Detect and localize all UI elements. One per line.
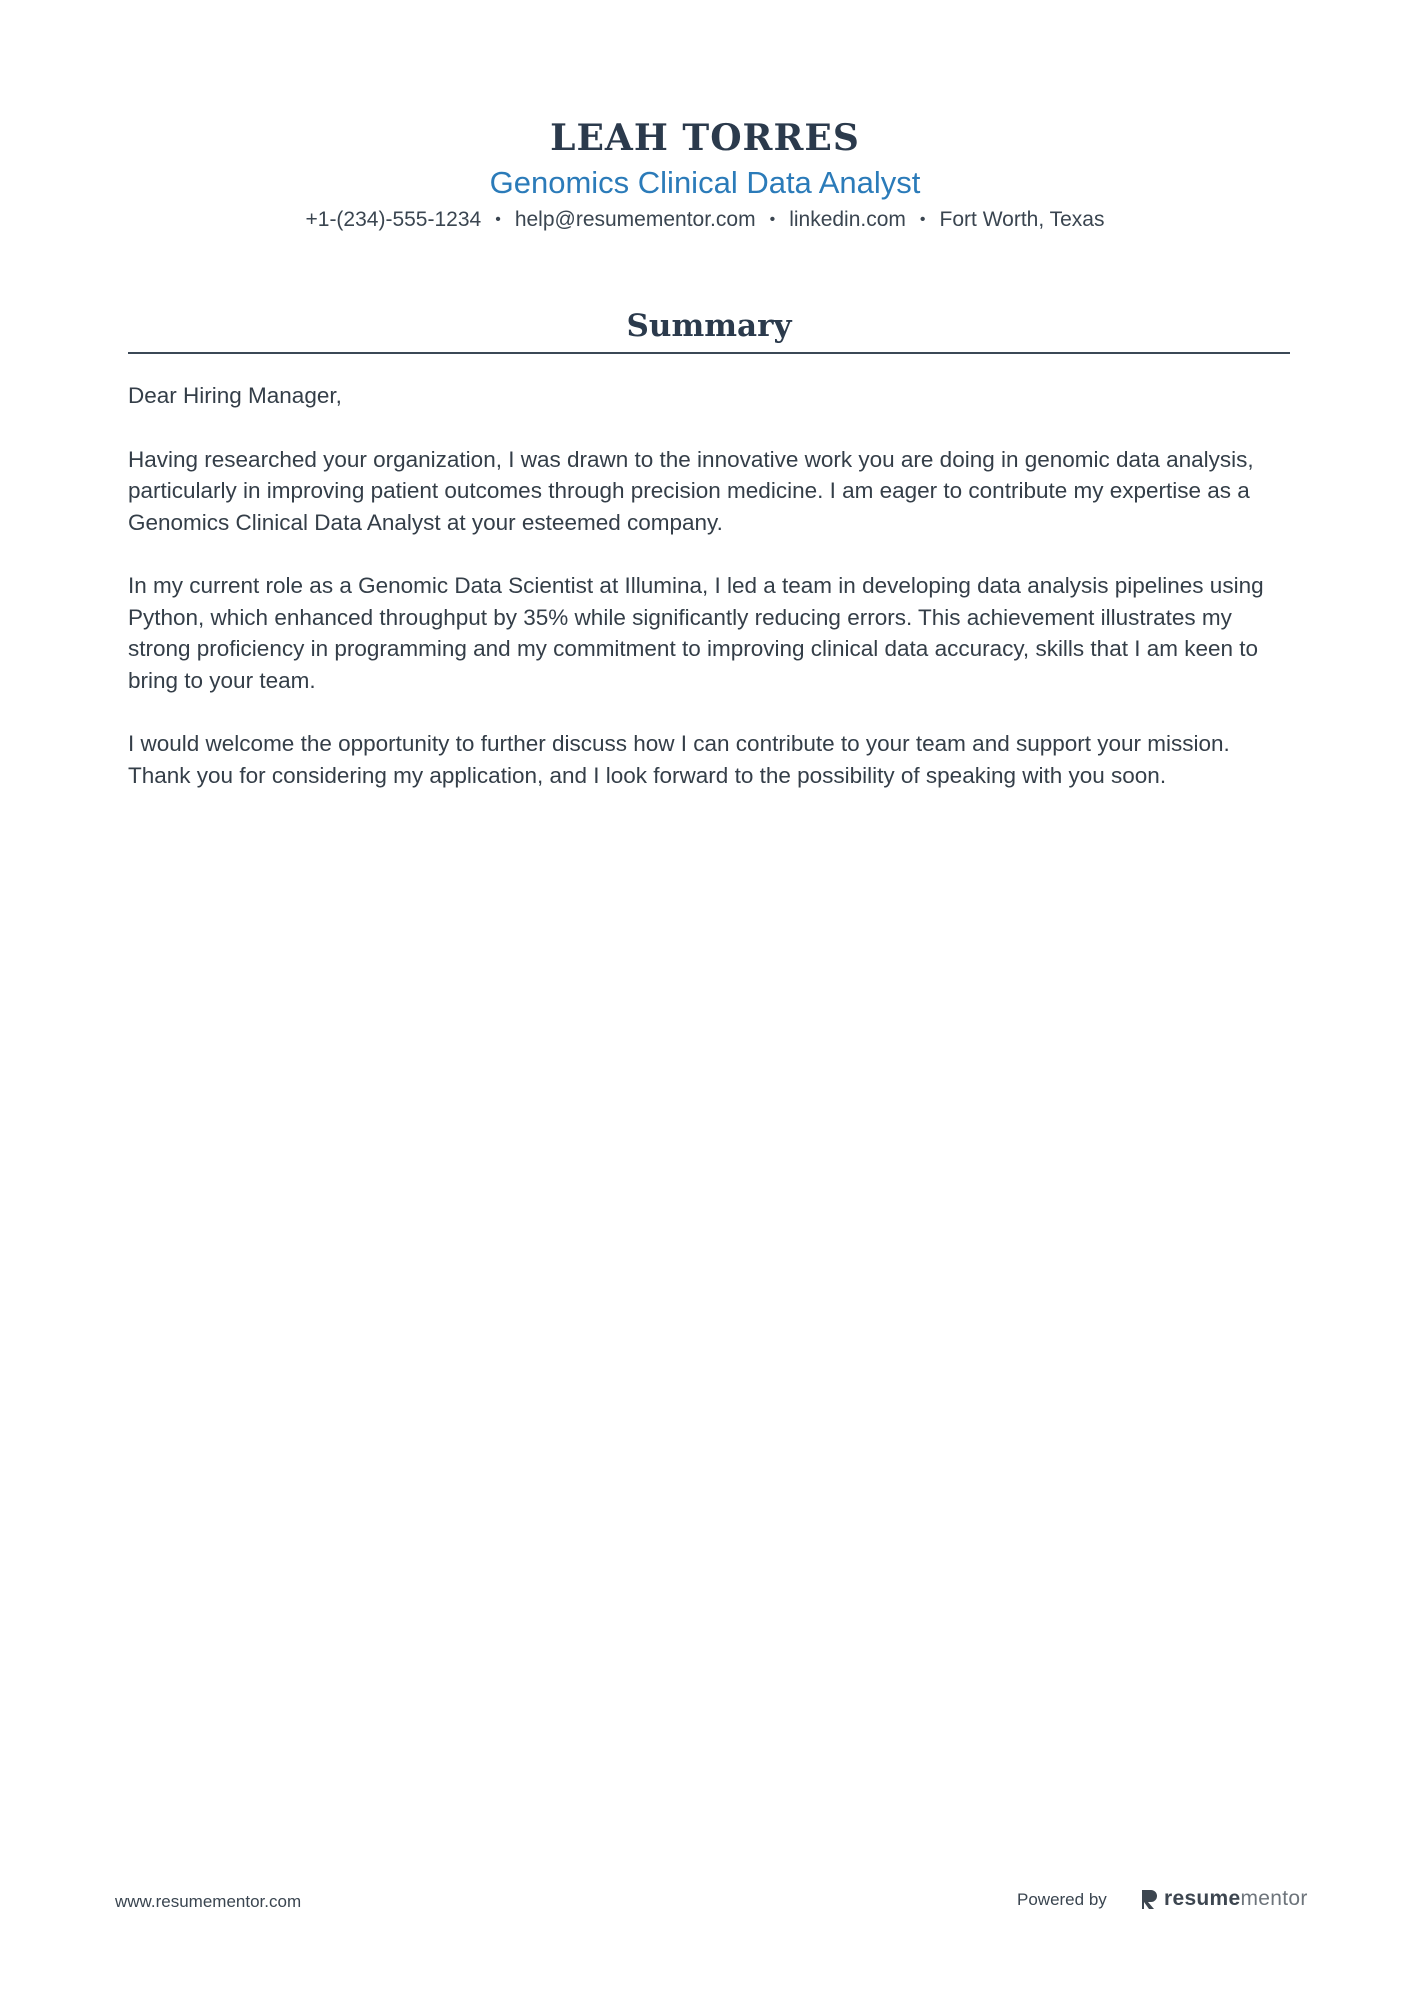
- brand-wordmark: [1164, 1887, 1308, 1911]
- contact-separator: •: [919, 211, 926, 228]
- letter-greeting: Dear Hiring Manager,: [128, 383, 342, 408]
- contact-email[interactable]: help@resumementor.com: [514, 208, 756, 231]
- footer-website-link[interactable]: www.resumementor.com: [115, 1892, 302, 1911]
- contact-website[interactable]: linkedin.com: [789, 208, 906, 231]
- resumementor-brand-logo[interactable]: [1140, 1884, 1308, 1914]
- section-divider: [128, 352, 1290, 354]
- candidate-name: LEAH TORRES: [550, 117, 860, 159]
- contact-phone: +1-(234)-555-1234: [305, 208, 482, 231]
- contact-separator: •: [495, 211, 501, 228]
- job-title: Genomics Clinical Data Analyst: [489, 165, 921, 200]
- section-title-summary: Summary: [626, 308, 792, 344]
- cover-letter-body: [128, 380, 1290, 823]
- contact-separator: •: [769, 211, 776, 228]
- resume-header: [0, 112, 1410, 236]
- letter-paragraph: Having researched your organization, I was drawn to the innovative work you are doing in genomic data analysis, particularly in improving patient outcomes through precision medicine. I am eager to contribute my expertise as a Genomics Clinical Data Analyst at your esteemed company.: [128, 446, 1254, 535]
- resumementor-logo-icon: [1140, 1888, 1158, 1910]
- letter-paragraph: I would welcome the opportunity to further discuss how I can contribute to your team and support your mission. Thank you for considering my application, and I look forward to the possibility of speaking with you soon.: [128, 731, 1230, 788]
- brand-wordmark-light: mentor: [1240, 1887, 1308, 1910]
- contact-line: [0, 204, 1410, 236]
- contact-location: Fort Worth, Texas: [939, 208, 1105, 231]
- brand-wordmark-bold: resume: [1164, 1887, 1241, 1910]
- letter-paragraph: In my current role as a Genomic Data Scientist at Illumina, I led a team in developing data analysis pipelines using Python, which enhanced throughput by 35% while significantly reducing errors. This achievement illustrates my strong proficiency in programming and my commitment to improving clinical data accuracy, skills that I am keen to bring to your team.: [128, 573, 1264, 693]
- powered-by-label: Powered by: [1017, 1890, 1107, 1909]
